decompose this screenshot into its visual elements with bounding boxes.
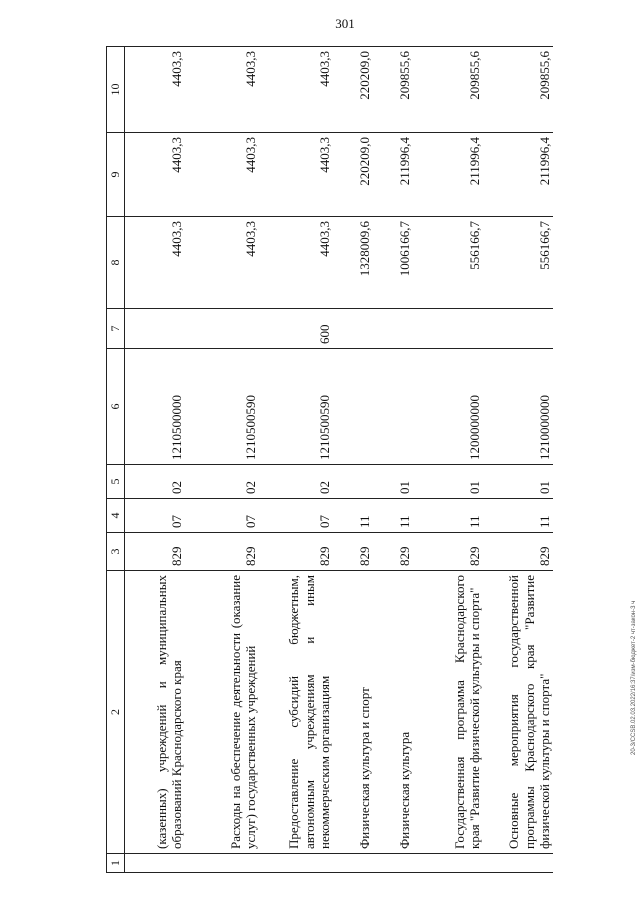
table-row <box>259 47 333 873</box>
table-row <box>185 47 259 873</box>
row-name: Расходы на обеспечение деятельности (оказание услуг) государственных учреждений <box>185 571 259 854</box>
row-code-6: 1210500000 <box>125 349 186 465</box>
row-col1 <box>259 854 333 873</box>
column-number-1: 1 <box>107 854 125 873</box>
document-footer-note: 20-3/CCSB.02.03.2022/16:37/изм-бюджет-2 чт-закон-3 ч <box>631 600 637 755</box>
row-amount-9: 211996,4 <box>413 133 483 217</box>
row-amount-8: 4403,3 <box>259 217 333 309</box>
row-name: Предоставление субсидий бюджетным, автономным учреждениям и иным некоммерческим организациям <box>259 571 333 854</box>
table-row <box>373 47 413 873</box>
row-amount-10: 209855,6 <box>373 47 413 133</box>
row-code-7 <box>333 309 373 349</box>
row-code-3: 829 <box>125 533 186 571</box>
row-code-4: 11 <box>483 499 553 533</box>
row-amount-8: 556166,7 <box>483 217 553 309</box>
row-code-5: 02 <box>185 465 259 499</box>
row-amount-8: 1328009,6 <box>333 217 373 309</box>
row-code-4: 07 <box>259 499 333 533</box>
column-number-4: 4 <box>107 499 125 533</box>
row-col1 <box>333 854 373 873</box>
table-row <box>125 47 186 873</box>
column-number-10: 10 <box>107 47 125 133</box>
row-code-5: 02 <box>125 465 186 499</box>
row-amount-10: 4403,3 <box>185 47 259 133</box>
row-col1 <box>413 854 483 873</box>
row-code-5: 01 <box>483 465 553 499</box>
row-amount-10: 209855,6 <box>483 47 553 133</box>
column-number-row <box>107 47 125 873</box>
row-code-6 <box>333 349 373 465</box>
row-amount-9: 211996,4 <box>483 133 553 217</box>
row-amount-9: 4403,3 <box>259 133 333 217</box>
page-number: 301 <box>335 16 355 31</box>
row-amount-10: 4403,3 <box>125 47 186 133</box>
row-amount-9: 4403,3 <box>125 133 186 217</box>
row-amount-10: 209855,6 <box>413 47 483 133</box>
row-name: Физическая культура и спорт <box>333 571 373 854</box>
row-code-7: 600 <box>259 309 333 349</box>
column-number-5: 5 <box>107 465 125 499</box>
row-name: (казенных) учреждений и муниципальных образований Краснодарского края <box>125 571 186 854</box>
row-amount-10: 220209,0 <box>333 47 373 133</box>
row-code-7 <box>185 309 259 349</box>
row-code-5: 01 <box>373 465 413 499</box>
row-code-5: 01 <box>413 465 483 499</box>
row-col1 <box>185 854 259 873</box>
row-code-7 <box>413 309 483 349</box>
row-code-6 <box>373 349 413 465</box>
row-code-4: 11 <box>333 499 373 533</box>
table-row <box>483 47 553 873</box>
row-name: Физическая культура <box>373 571 413 854</box>
row-amount-8: 1006166,7 <box>373 217 413 309</box>
row-amount-9: 211996,4 <box>373 133 413 217</box>
row-code-6: 1210500590 <box>185 349 259 465</box>
row-code-4: 07 <box>185 499 259 533</box>
row-code-7 <box>373 309 413 349</box>
column-number-3: 3 <box>107 533 125 571</box>
row-amount-8: 556166,7 <box>413 217 483 309</box>
row-name: Государственная программа Краснодарского края "Развитие физической культуры и спорта" <box>413 571 483 854</box>
row-amount-8: 4403,3 <box>125 217 186 309</box>
row-code-3: 829 <box>413 533 483 571</box>
column-number-8: 8 <box>107 217 125 309</box>
row-code-4: 11 <box>373 499 413 533</box>
row-amount-10: 4403,3 <box>259 47 333 133</box>
rotated-sheet <box>106 47 553 873</box>
row-code-5 <box>333 465 373 499</box>
row-code-4: 11 <box>413 499 483 533</box>
row-name: Основные мероприятия государственной программы Краснодарского края "Развитие физической культуры и спорта" <box>483 571 553 854</box>
column-number-6: 6 <box>107 349 125 465</box>
column-number-9: 9 <box>107 133 125 217</box>
row-code-4: 07 <box>125 499 186 533</box>
row-code-6: 1210500590 <box>259 349 333 465</box>
row-code-6: 1200000000 <box>413 349 483 465</box>
row-amount-8: 4403,3 <box>185 217 259 309</box>
row-code-6: 1210000000 <box>483 349 553 465</box>
row-code-3: 829 <box>333 533 373 571</box>
budget-table <box>106 46 553 873</box>
row-amount-9: 220209,0 <box>333 133 373 217</box>
row-code-7 <box>483 309 553 349</box>
row-col1 <box>125 854 186 873</box>
row-code-3: 829 <box>483 533 553 571</box>
column-number-2: 2 <box>107 571 125 854</box>
row-code-3: 829 <box>259 533 333 571</box>
row-code-3: 829 <box>373 533 413 571</box>
table-row <box>333 47 373 873</box>
row-code-5: 02 <box>259 465 333 499</box>
row-code-3: 829 <box>185 533 259 571</box>
row-code-7 <box>125 309 186 349</box>
row-col1 <box>373 854 413 873</box>
row-col1 <box>483 854 553 873</box>
table-row <box>413 47 483 873</box>
column-number-7: 7 <box>107 309 125 349</box>
row-amount-9: 4403,3 <box>185 133 259 217</box>
